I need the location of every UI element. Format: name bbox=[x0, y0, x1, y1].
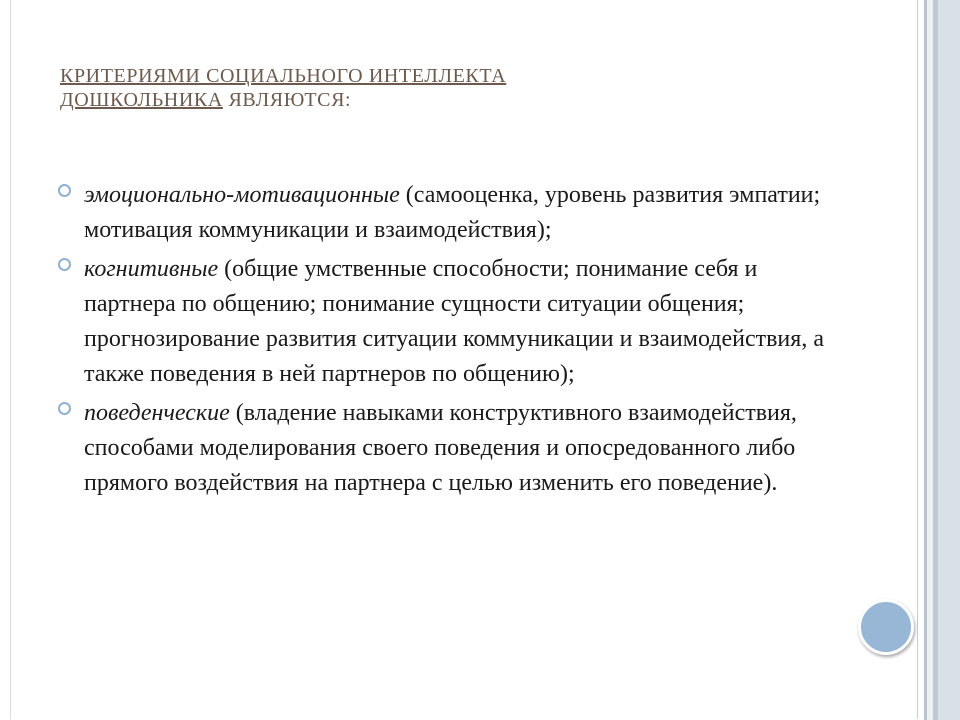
circle-bullet-icon bbox=[58, 402, 71, 415]
circle-bullet-icon bbox=[58, 258, 71, 271]
criterion-term: когнитивные bbox=[84, 256, 219, 282]
slide-title bbox=[60, 64, 660, 112]
criterion-term: поведенческие bbox=[84, 400, 230, 426]
circle-bullet-icon bbox=[58, 184, 71, 197]
right-stripe-5 bbox=[938, 0, 960, 720]
criterion-description: (самооценка, уровень развития эмпатии; мотивация коммуникации и взаимодействия); bbox=[84, 182, 821, 243]
title-link[interactable]: КРИТЕРИЯМИ СОЦИАЛЬНОГО ИНТЕЛЛЕКТА ДОШКОЛЬНИКА bbox=[60, 65, 507, 111]
title-rest: ЯВЛЯЮТСЯ: bbox=[222, 89, 352, 111]
criterion-description: (владение навыками конструктивного взаимодействия, способами моделирования своего поведения и опосредованного либо прямого воздействия на партнера с целью изменить его поведение). bbox=[84, 400, 797, 496]
criterion-term: эмоционально-мотивационные bbox=[84, 182, 400, 208]
criteria-list bbox=[58, 178, 838, 505]
list-item bbox=[58, 396, 838, 501]
decorative-circle-icon bbox=[858, 599, 914, 655]
criterion-description: (общие умственные способности; понимание себя и партнера по общению; понимание сущности ситуации общения; прогнозирование развития ситуации коммуникации и взаимодействия, а также поведения в ней партнеров по общению); bbox=[84, 256, 824, 387]
list-item bbox=[58, 178, 838, 248]
list-item bbox=[58, 252, 838, 392]
